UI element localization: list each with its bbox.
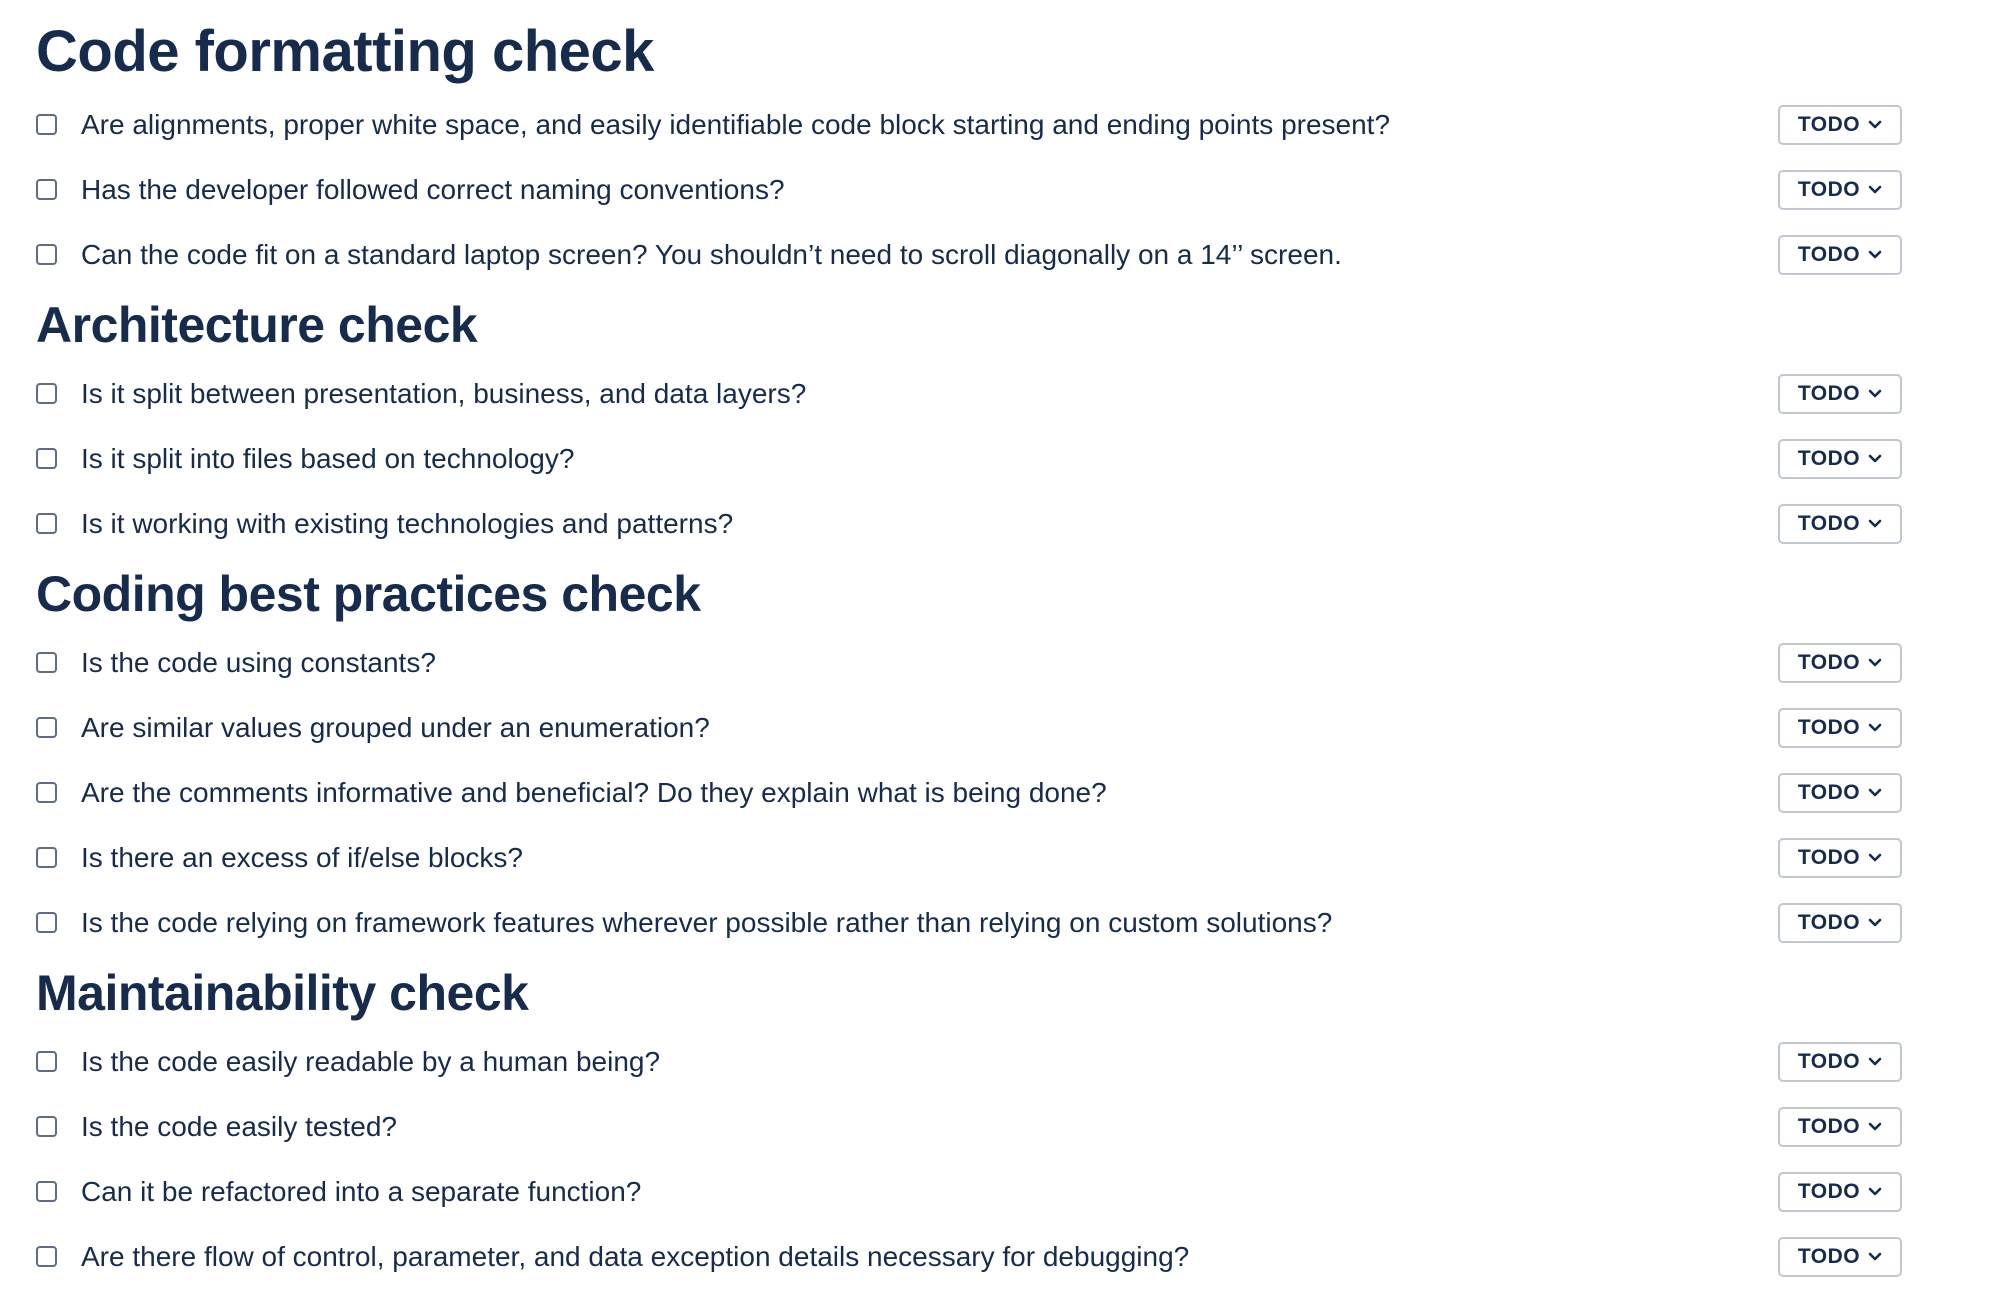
checklist-item [36, 1159, 1969, 1224]
status-label: TODO [1797, 715, 1861, 739]
checklist-item [36, 426, 1969, 491]
status-dropdown[interactable] [1778, 1042, 1902, 1082]
chevron-down-icon [1868, 723, 1882, 733]
chevron-down-icon [1868, 853, 1882, 863]
checkbox[interactable] [36, 1246, 57, 1267]
checklist-item [36, 890, 1969, 955]
checklist-item-text: Are the comments informative and beneficial? Do they explain what is being done? [81, 776, 1107, 808]
status-dropdown[interactable] [1778, 903, 1902, 943]
chevron-down-icon [1868, 1252, 1882, 1262]
status-label: TODO [1797, 381, 1861, 405]
checklist-item-text: Is the code easily tested? [81, 1110, 397, 1142]
section-heading: Code formatting check [36, 19, 654, 84]
checklist-item [36, 1094, 1969, 1159]
status-label: TODO [1797, 1179, 1861, 1203]
status-label: TODO [1797, 845, 1861, 869]
checklist-item-text: Has the developer followed correct naming conventions? [81, 173, 785, 205]
checkbox[interactable] [36, 383, 57, 404]
status-dropdown[interactable] [1778, 105, 1902, 145]
section-heading: Architecture check [36, 297, 478, 353]
status-label: TODO [1797, 242, 1861, 266]
chevron-down-icon [1868, 1057, 1882, 1067]
status-label: TODO [1797, 910, 1861, 934]
status-dropdown[interactable] [1778, 504, 1902, 544]
checklist-item-text: Is the code easily readable by a human being? [81, 1045, 661, 1077]
status-dropdown[interactable] [1778, 838, 1902, 878]
checkbox[interactable] [36, 513, 57, 534]
status-dropdown[interactable] [1778, 1172, 1902, 1212]
chevron-down-icon [1868, 918, 1882, 928]
checklist-item-text: Are alignments, proper white space, and easily identifiable code block starting and ending points present? [81, 108, 1391, 140]
checklist-item [36, 222, 1969, 287]
checkbox[interactable] [36, 114, 57, 135]
chevron-down-icon [1868, 120, 1882, 130]
status-label: TODO [1797, 511, 1861, 535]
chevron-down-icon [1868, 788, 1882, 798]
chevron-down-icon [1868, 250, 1882, 260]
status-dropdown[interactable] [1778, 773, 1902, 813]
checkbox[interactable] [36, 782, 57, 803]
checklist-item-text: Is it working with existing technologies and patterns? [81, 507, 734, 539]
chevron-down-icon [1868, 454, 1882, 464]
checklist-item [36, 1029, 1969, 1094]
status-label: TODO [1797, 446, 1861, 470]
checklist-item [36, 760, 1969, 825]
status-dropdown[interactable] [1778, 439, 1902, 479]
checklist-item [36, 157, 1969, 222]
status-label: TODO [1797, 1049, 1861, 1073]
status-label: TODO [1797, 112, 1861, 136]
status-label: TODO [1797, 1114, 1861, 1138]
checkbox[interactable] [36, 1181, 57, 1202]
checklist-item-text: Is it split into files based on technology? [81, 442, 575, 474]
checklist-item [36, 630, 1969, 695]
checklist-item-text: Are similar values grouped under an enumeration? [81, 711, 710, 743]
checkbox[interactable] [36, 717, 57, 738]
checkbox[interactable] [36, 912, 57, 933]
checklist-item-text: Can the code fit on a standard laptop screen? You shouldn’t need to scroll diagonally on a 14’’ screen. [81, 238, 1342, 270]
checklist-item-text: Is the code using constants? [81, 646, 436, 678]
checklist-item-text: Is the code relying on framework features wherever possible rather than relying on custom solutions? [81, 906, 1333, 938]
status-dropdown[interactable] [1778, 1107, 1902, 1147]
status-dropdown[interactable] [1778, 374, 1902, 414]
chevron-down-icon [1868, 1187, 1882, 1197]
chevron-down-icon [1868, 185, 1882, 195]
status-dropdown[interactable] [1778, 708, 1902, 748]
checklist-item [36, 92, 1969, 157]
checkbox[interactable] [36, 847, 57, 868]
section-heading: Coding best practices check [36, 566, 701, 622]
checklist-item-text: Are there flow of control, parameter, and data exception details necessary for debugging? [81, 1240, 1190, 1272]
section-heading: Maintainability check [36, 965, 529, 1021]
chevron-down-icon [1868, 658, 1882, 668]
section [36, 562, 1969, 955]
checklist-item [36, 491, 1969, 556]
status-label: TODO [1797, 177, 1861, 201]
checklist-item [36, 825, 1969, 890]
status-dropdown[interactable] [1778, 1237, 1902, 1277]
checklist-item-text: Is there an excess of if/else blocks? [81, 841, 523, 873]
status-label: TODO [1797, 1244, 1861, 1268]
section [36, 293, 1969, 556]
checklist-item [36, 695, 1969, 760]
status-dropdown[interactable] [1778, 170, 1902, 210]
chevron-down-icon [1868, 1122, 1882, 1132]
checklist-item [36, 1224, 1969, 1289]
checklist-item-text: Can it be refactored into a separate function? [81, 1175, 642, 1207]
checkbox[interactable] [36, 1051, 57, 1072]
checkbox[interactable] [36, 1116, 57, 1137]
checklist-item-text: Is it split between presentation, business, and data layers? [81, 377, 807, 409]
status-label: TODO [1797, 780, 1861, 804]
status-label: TODO [1797, 650, 1861, 674]
section [36, 961, 1969, 1289]
section [36, 14, 1969, 287]
status-dropdown[interactable] [1778, 643, 1902, 683]
checkbox[interactable] [36, 244, 57, 265]
checkbox[interactable] [36, 652, 57, 673]
checkbox[interactable] [36, 179, 57, 200]
status-dropdown[interactable] [1778, 235, 1902, 275]
checklist-item [36, 361, 1969, 426]
chevron-down-icon [1868, 389, 1882, 399]
chevron-down-icon [1868, 519, 1882, 529]
checkbox[interactable] [36, 448, 57, 469]
